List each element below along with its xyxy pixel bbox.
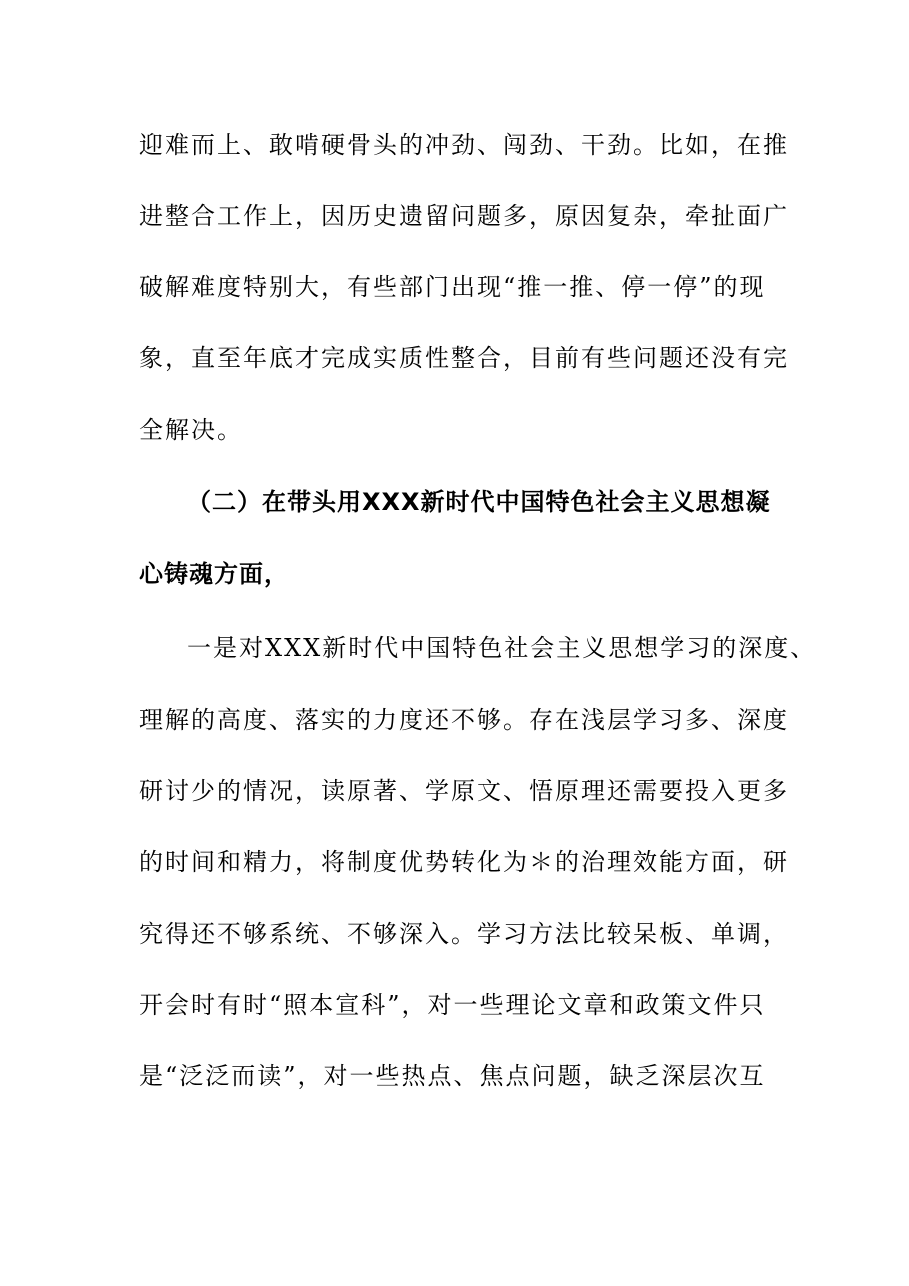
paragraph-line: 理解的高度、落实的力度还不够。存在浅层学习多、深度 (139, 706, 789, 734)
paragraph-line: 破解难度特别大，有些部门出现“推一推、停一停”的现 (139, 273, 766, 301)
paragraph-line: 迎难而上、敢啃硬骨头的冲劲、闯劲、干劲。比如，在推 (139, 131, 789, 159)
paragraph-line: 究得还不够系统、不够深入。学习方法比较呆板、单调， (139, 920, 789, 948)
paragraph-line: 开会时有时“照本宣科”，对一些理论文章和政策文件只 (139, 991, 766, 1019)
paragraph-line: 象，直至年底才完成实质性整合，目前有些问题还没有完 (139, 344, 789, 372)
paragraph-line: 是“泛泛而读”，对一些热点、焦点问题，缺乏深层次互 (139, 1062, 766, 1090)
paragraph-line: 的时间和精力，将制度优势转化为＊的治理效能方面，研 (139, 848, 789, 876)
section-heading: （二）在带头用XXX新时代中国特色社会主义思想凝 (187, 488, 771, 516)
paragraph-line: 进整合工作上，因历史遗留问题多，原因复杂，牵扯面广 (139, 202, 789, 230)
section-heading-continued: 心铸魂方面， (139, 560, 289, 588)
paragraph-line: 全解决。 (139, 416, 243, 444)
paragraph-line: 一是对XXX新时代中国特色社会主义思想学习的深度、 (187, 634, 817, 662)
paragraph-line: 研讨少的情况，读原著、学原文、悟原理还需要投入更多 (139, 777, 789, 805)
